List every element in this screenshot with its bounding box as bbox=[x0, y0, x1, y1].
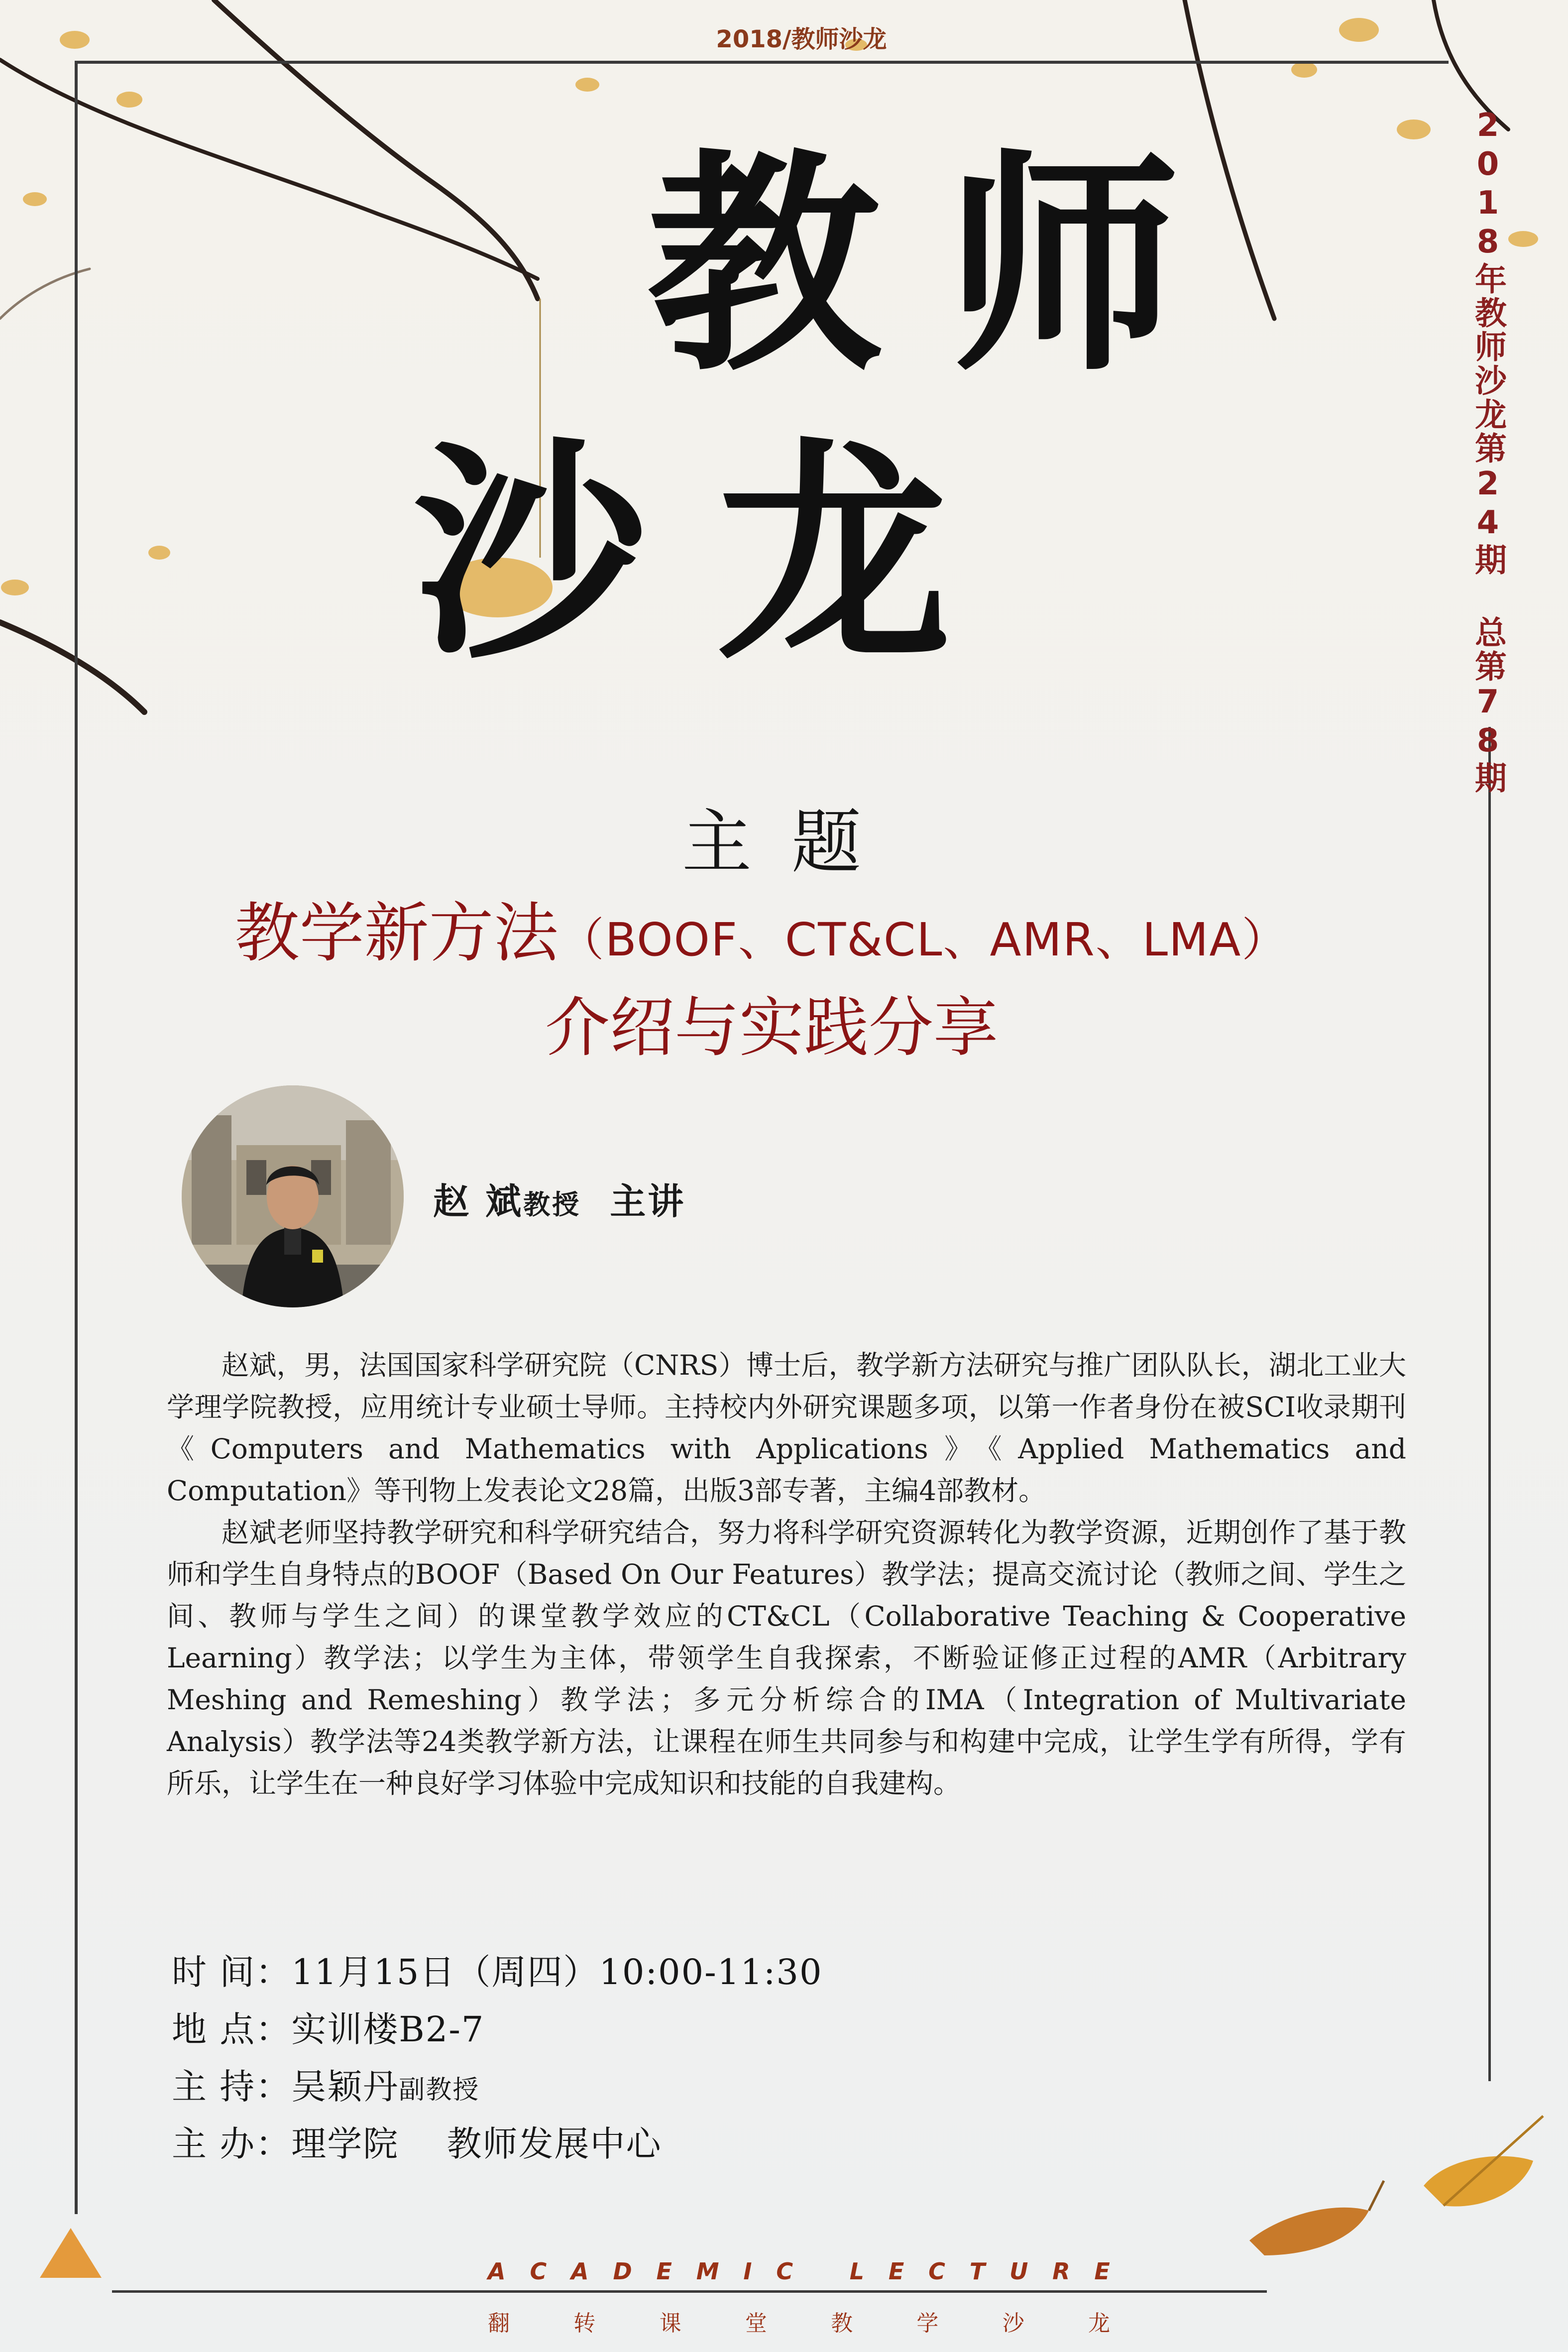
footer-char: 堂 bbox=[745, 2311, 767, 2336]
speaker-photo-illustration bbox=[182, 1085, 404, 1307]
footer-char: 沙 bbox=[1002, 2311, 1024, 2336]
footer-subtitle bbox=[488, 2305, 1110, 2337]
info-organizer: 主 办：理学院 教师发展中心 bbox=[172, 2123, 662, 2164]
info-host-title: 副教授 bbox=[399, 2075, 480, 2105]
frame-bottom-line bbox=[112, 2290, 1267, 2293]
footer-char: 龙 bbox=[1088, 2311, 1110, 2336]
footer-char: 学 bbox=[916, 2311, 939, 2336]
speaker-bio bbox=[167, 1344, 1406, 1804]
topic-line-1 bbox=[164, 881, 1359, 974]
title-char-1: 教 bbox=[647, 130, 881, 402]
lecture-letter: E bbox=[1094, 2258, 1110, 2285]
info-host: 主 持：吴颖丹 bbox=[172, 2066, 399, 2107]
lecture-letter: C bbox=[530, 2258, 547, 2285]
footer-char: 教 bbox=[831, 2311, 853, 2336]
footer-char: 课 bbox=[659, 2311, 681, 2336]
topic-line-1-cn: 教学新方法 bbox=[234, 895, 559, 971]
lecture-letter: E bbox=[656, 2258, 672, 2285]
speaker-avatar bbox=[182, 1085, 404, 1307]
footer-char: 翻 bbox=[488, 2311, 510, 2336]
info-time: 时 间：11月15日（周四）10:00-11:30 bbox=[172, 1952, 823, 1993]
info-place: 地 点：实训楼B2-7 bbox=[172, 2009, 485, 2050]
topic-line-1-en: （BOOF、CT&CL、AMR、LMA） bbox=[558, 913, 1289, 966]
frame-top-line bbox=[75, 61, 1449, 64]
lecture-letter: R bbox=[1052, 2258, 1070, 2285]
ginkgo-leaves-decoration bbox=[1234, 2106, 1553, 2265]
speaker-line bbox=[433, 1173, 685, 1224]
topic-label: 主题 bbox=[681, 802, 901, 883]
lecture-letter: E bbox=[888, 2258, 904, 2285]
lecture-letter: M bbox=[696, 2258, 719, 2285]
title-char-3: 沙 bbox=[413, 419, 647, 691]
issue-vertical-text: 2018年教师沙龙第24期 总第78期 bbox=[1469, 107, 1506, 795]
academic-lecture-banner bbox=[488, 2258, 1110, 2285]
bio-paragraph-1: 赵斌，男，法国国家科学研究院（CNRS）博士后，教学新方法研究与推广团队队长，湖北工业大学理学院教授，应用统计专业硕士导师。主持校内外研究课题多项，以第一作者身份在被SCI收录期刊《Computers and Mathematics with Applications》《Applied Mathematics and Computation》等刊物上发表论文28篇，出版3部专著，主编4部教材。 bbox=[167, 1349, 1406, 1507]
triangle-decoration bbox=[40, 2228, 102, 2278]
lecture-letter: C bbox=[928, 2258, 945, 2285]
frame-right-line bbox=[1488, 727, 1491, 2081]
lecture-letter: L bbox=[849, 2258, 865, 2285]
title-char-4: 龙 bbox=[717, 419, 951, 691]
lecture-letter: A bbox=[571, 2258, 589, 2285]
footer-char: 转 bbox=[573, 2311, 596, 2336]
speaker-title: 教授 bbox=[523, 1188, 581, 1220]
frame-left-line bbox=[75, 61, 78, 2214]
speaker-name: 赵 斌 bbox=[433, 1180, 524, 1222]
lecture-letter: A bbox=[488, 2258, 506, 2285]
info-host-line bbox=[172, 2059, 479, 2109]
topic-line-2: 介绍与实践分享 bbox=[545, 990, 998, 1065]
speaker-role: 主讲 bbox=[610, 1180, 686, 1222]
lecture-letter: C bbox=[776, 2258, 793, 2285]
lecture-letter: U bbox=[1009, 2258, 1028, 2285]
bio-paragraph-2: 赵斌老师坚持教学研究和科学研究结合，努力将科学研究资源转化为教学资源，近期创作了基于教师和学生自身特点的BOOF（Based On Our Features）教学法；提高交流讨论（教师之间、学生之间、教师与学生之间）的课堂教学效应的CT&CL（Collaborative Teaching & Cooperative Learning）教学法；以学生为主体，带领学生自我探索，不断验证修正过程的AMR（Arbitrary Meshing and Remeshing）教学法；多元分析综合的IMA（Integration of Multivariate Analysis）教学法等24类教学新方法，让课程在师生共同参与和构建中完成，让学生学有所得，学有所乐，让学生在一种良好学习体验中完成知识和技能的自我建构。 bbox=[167, 1517, 1406, 1799]
lecture-letter: T bbox=[969, 2258, 986, 2285]
lecture-letter: I bbox=[743, 2258, 752, 2285]
lecture-spacer bbox=[817, 2258, 825, 2285]
title-char-2: 师 bbox=[946, 130, 1180, 402]
header-tag: 2018/教师沙龙 bbox=[716, 25, 887, 53]
lecture-letter: D bbox=[613, 2258, 632, 2285]
